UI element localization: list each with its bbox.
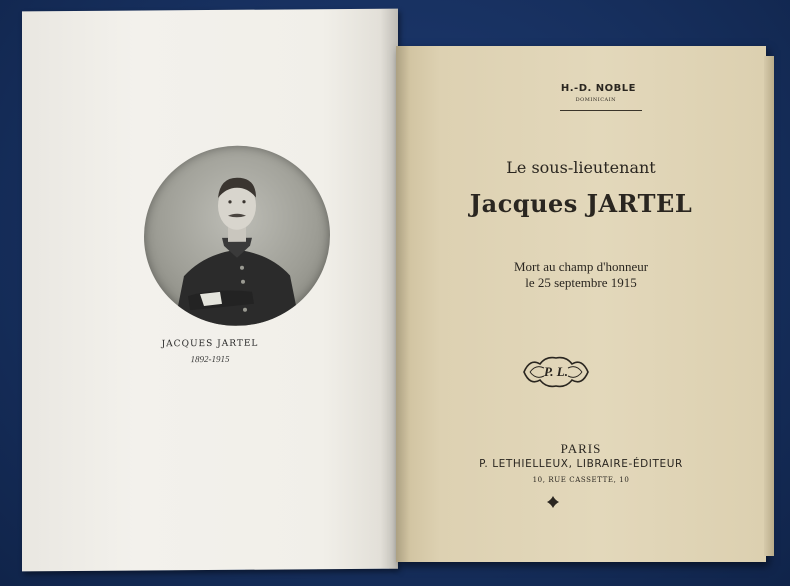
pretitle: Le sous-lieutenant [506, 158, 656, 177]
portrait-caption-name: JACQUES JARTEL [161, 338, 259, 350]
publisher-emblem-text: P. L. [544, 364, 568, 379]
author-rule [560, 110, 642, 111]
portrait-caption-dates: 1892-1915 [190, 353, 230, 365]
author-order: DOMINICAIN [575, 97, 616, 103]
publisher-name: P. LETHIELLEUX, LIBRAIRE-ÉDITEUR [479, 458, 683, 470]
publisher-city: PARIS [560, 441, 602, 456]
subtitle-line-2: le 25 septembre 1915 [525, 275, 637, 290]
title-page [396, 46, 766, 562]
fleuron-ornament-icon [546, 494, 560, 508]
publisher-address: 10, RUE CASSETTE, 10 [532, 476, 630, 484]
portrait-photo [144, 145, 330, 326]
subtitle-line-1: Mort au champ d'honneur [513, 259, 649, 274]
book-title: Jacques JARTEL [469, 189, 693, 218]
publisher-emblem-icon [520, 352, 592, 392]
left-page [22, 9, 398, 572]
author-name: H.-D. NOBLE [560, 83, 636, 94]
